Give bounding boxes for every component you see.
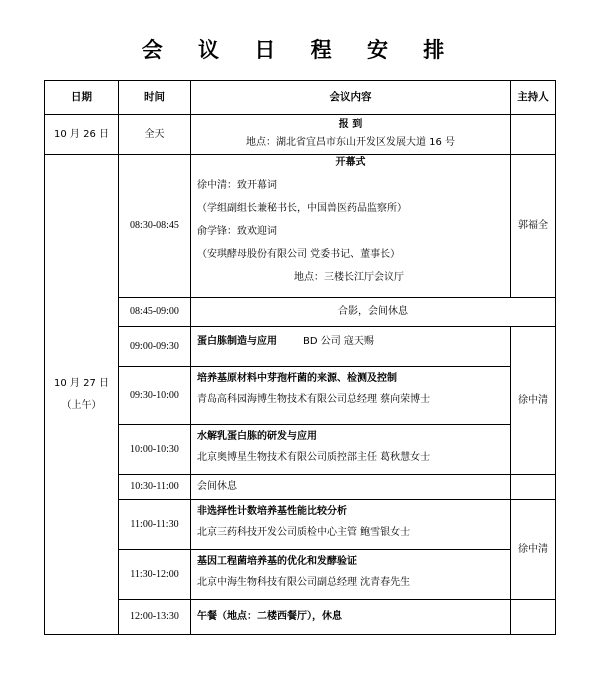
talk-speaker: 北京三药科技开发公司质检中心主管 鲍雪银女士 — [197, 527, 411, 538]
time-cell: 09:00-09:30 — [119, 327, 191, 367]
table-row — [45, 475, 556, 500]
host-cell: 郭福全 — [511, 155, 556, 298]
content-cell — [191, 475, 511, 500]
date-cell — [45, 155, 119, 635]
table-row — [45, 155, 556, 298]
registration-title: 报 到 — [338, 119, 363, 130]
content-cell — [191, 500, 511, 550]
content-cell — [191, 425, 511, 475]
content-cell — [191, 550, 511, 600]
header-time: 时间 — [119, 81, 191, 115]
table-row — [45, 115, 556, 155]
opening-speaker-role: （学组副组长兼秘书长，中国兽医药品监察所） — [197, 203, 407, 214]
header-content: 会议内容 — [191, 81, 511, 115]
time-cell: 11:30-12:00 — [119, 550, 191, 600]
talk-speaker: BD 公司 寇天赐 — [303, 336, 374, 347]
time-cell: 全天 — [119, 115, 191, 155]
table-row — [45, 550, 556, 600]
host-cell: 徐中清 — [511, 327, 556, 475]
opening-title: 开幕式 — [335, 157, 366, 168]
registration-location: 地点：湖北省宜昌市东山开发区发展大道 16 号 — [245, 137, 456, 148]
talk-speaker: 北京中海生物科技有限公司副总经理 沈青春先生 — [197, 577, 411, 588]
talk-speaker: 青岛高科园海博生物技术有限公司总经理 蔡向荣博士 — [197, 394, 431, 405]
table-row — [45, 327, 556, 367]
schedule-table — [44, 80, 556, 635]
break-text: 会间休息 — [197, 481, 237, 492]
header-date: 日期 — [45, 81, 119, 115]
talk-title: 培养基原材料中芽孢杆菌的来源、检测及控制 — [197, 373, 397, 384]
opening-location: 地点：三楼长江厅会议厅 — [294, 272, 404, 283]
header-host: 主持人 — [511, 81, 556, 115]
date-cell: 10 月 26 日 — [45, 115, 119, 155]
time-cell: 12:00-13:30 — [119, 600, 191, 635]
page-title: 会 议 日 程 安 排 — [141, 38, 459, 62]
host-cell — [511, 475, 556, 500]
opening-speaker: 徐中清：致开幕词 — [197, 180, 277, 191]
welcome-speaker-role: （安琪酵母股份有限公司 党委书记、董事长） — [197, 249, 401, 260]
content-cell — [191, 115, 511, 155]
time-cell: 08:30-08:45 — [119, 155, 191, 298]
host-cell — [511, 115, 556, 155]
content-cell — [191, 327, 511, 367]
table-row — [45, 425, 556, 475]
talk-title: 非选择性计数培养基性能比较分析 — [197, 506, 347, 517]
talk-title: 基因工程菌培养基的优化和发酵验证 — [197, 556, 357, 567]
time-cell: 10:00-10:30 — [119, 425, 191, 475]
content-cell — [191, 155, 511, 298]
table-row — [45, 367, 556, 425]
time-cell: 09:30-10:00 — [119, 367, 191, 425]
date-text: 10 月 27 日 — [54, 377, 109, 389]
content-cell — [191, 600, 511, 635]
table-row — [45, 500, 556, 550]
table-row — [45, 298, 556, 327]
time-cell: 11:00-11:30 — [119, 500, 191, 550]
talk-title: 水解乳蛋白胨的研发与应用 — [197, 431, 317, 442]
host-cell: 徐中清 — [511, 500, 556, 600]
lunch-text: 午餐（地点：二楼西餐厅），休息 — [197, 611, 342, 622]
period-text: （上午） — [61, 399, 102, 411]
time-cell: 10:30-11:00 — [119, 475, 191, 500]
time-cell: 08:45-09:00 — [119, 298, 191, 327]
talk-title: 蛋白胨制造与应用 — [197, 336, 277, 347]
content-cell: 合影，会间休息 — [191, 298, 556, 327]
table-row — [45, 600, 556, 635]
host-cell — [511, 600, 556, 635]
content-cell — [191, 367, 511, 425]
welcome-speaker: 俞学锋：致欢迎词 — [197, 226, 277, 237]
talk-speaker: 北京奥博星生物技术有限公司质控部主任 葛秋慧女士 — [197, 452, 431, 463]
table-header-row — [45, 81, 556, 115]
